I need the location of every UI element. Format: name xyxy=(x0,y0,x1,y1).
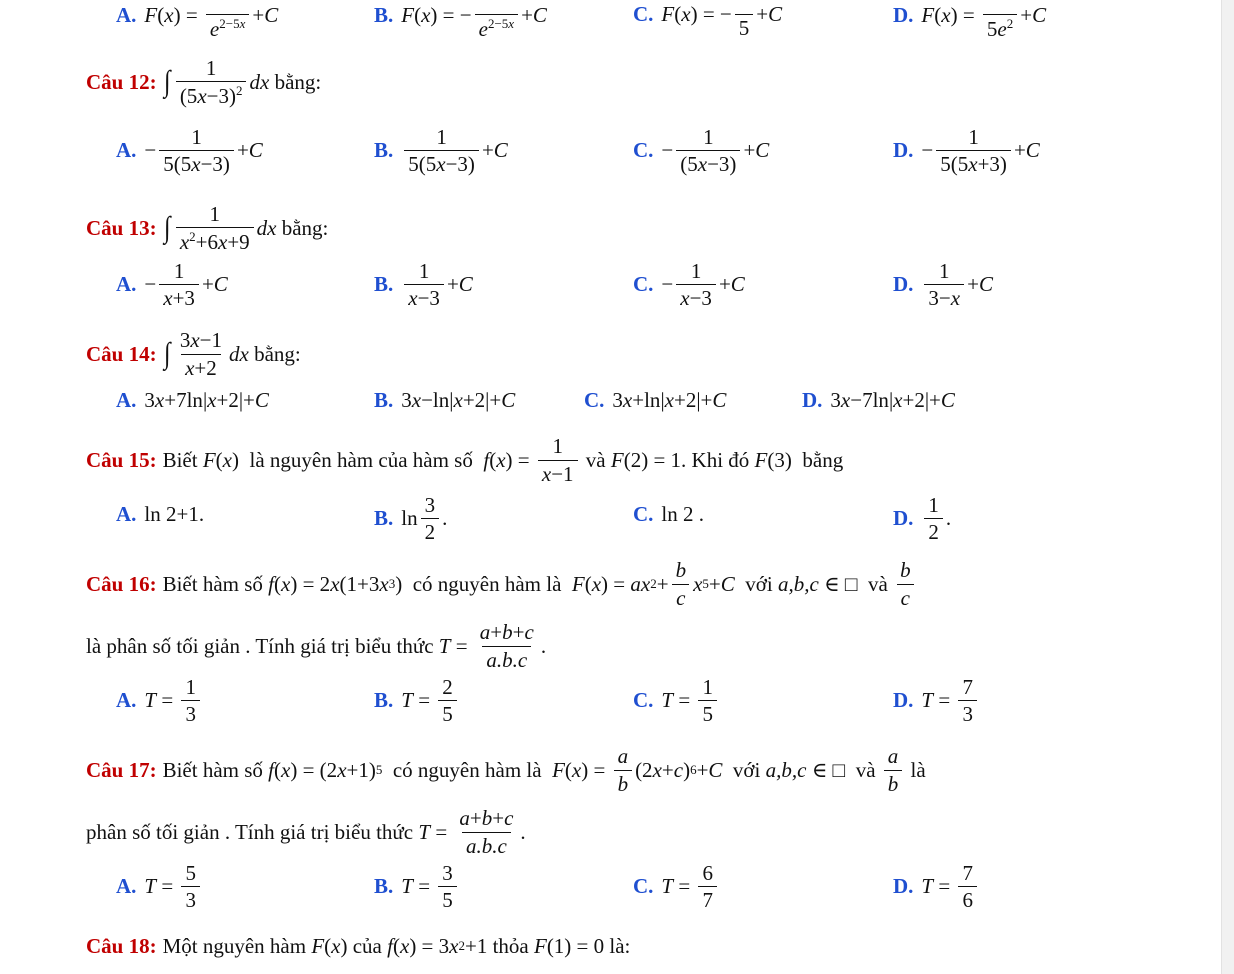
q16-option-c: C. T = $\frac{1}{5}$ xyxy=(633,676,720,725)
q15-option-d: D. 1 2 . xyxy=(893,493,952,545)
q17-option-d: D. T = $\frac{7}{6}$ xyxy=(893,862,980,911)
question-text: có nguyên hàm là xyxy=(412,571,562,596)
option-letter: B. xyxy=(374,688,394,713)
question-text: Một nguyên hàm xyxy=(162,933,307,958)
option-letter: C. xyxy=(584,388,605,412)
question-text: là: xyxy=(609,933,631,958)
q17-option-a: A. T = $\frac{5}{3}$ xyxy=(116,862,203,911)
question-label: Câu 12: xyxy=(86,69,157,94)
q12-option-a: A. − $\frac{1}{5(5x-3)}$ + C xyxy=(116,125,263,177)
option-letter: A. xyxy=(116,2,137,27)
option-letter: B. xyxy=(374,138,394,163)
question-17: Câu 17: Biết hàm số f ( x ) = (2 x +1) 5 có nguyên hàm là F ( x ) = $\frac{a}{b}$ (2 x + c ) 6 + C với a,b,c ∈ □ và a b là xyxy=(86,744,926,796)
option-letter: D. xyxy=(893,138,914,163)
q13-option-c: C. − $\frac{1}{x-3}$ + C xyxy=(633,259,745,311)
question-text: có nguyên hàm là xyxy=(392,757,542,782)
question-text: và xyxy=(585,447,606,472)
question-text: với xyxy=(732,757,761,782)
q15-option-a: A. ln 2+1. xyxy=(116,502,205,526)
q12-option-c: C. − $\frac{1}{(5x-3)}$ + C xyxy=(633,125,770,177)
question-15: Câu 15: Biết F ( x ) là nguyên hàm của hàm số f ( x ) = $\frac{1}{x-1}$ và F (2) = 1 . Khi đó F (3) bằng xyxy=(86,434,844,486)
question-13: Câu 13: ∫ 1 $x^2+6x+9$ dx bằng: xyxy=(86,201,329,254)
question-suffix: bằng: xyxy=(281,215,329,240)
question-text: Biết hàm số xyxy=(162,571,263,596)
question-text: . Khi đó xyxy=(681,447,750,472)
q17-option-c: C. T = $\frac{6}{7}$ xyxy=(633,862,720,911)
q14-option-c: C. 3 x +ln | x +2|+ C xyxy=(584,388,727,412)
q13-option-b: B. 1 x−3 + C xyxy=(374,259,473,311)
question-18: Câu 18: Một nguyên hàm F ( x ) của f ( x ) = 3 x 2 +1 thỏa F (1) = 0 là: xyxy=(86,933,631,958)
option-letter: C. xyxy=(633,874,654,899)
question-text: bằng xyxy=(802,447,844,472)
q12-option-b: B. 1 5(5x−3) + C xyxy=(374,125,508,177)
option-letter: A. xyxy=(116,388,137,412)
question-text: Biết xyxy=(162,447,198,472)
option-letter: A. xyxy=(116,138,137,163)
q11-option-c: C. F ( x ) = − 5 + C xyxy=(633,2,783,41)
option-letter: C. xyxy=(633,138,654,163)
option-letter: B. xyxy=(374,506,394,531)
vertical-scrollbar[interactable] xyxy=(1221,0,1234,974)
option-letter: A. xyxy=(116,502,137,526)
question-text: Biết hàm số xyxy=(162,757,263,782)
q13-option-d: D. 1 3−x + C xyxy=(893,259,993,311)
question-text: là phân số tối giản . Tính giá trị biểu thức xyxy=(86,633,434,658)
question-text: thỏa xyxy=(492,933,529,958)
option-letter: B. xyxy=(374,2,394,27)
question-text: với xyxy=(745,571,773,596)
q11-option-d: D. F ( x ) = $5e^2$ + C xyxy=(893,2,1047,42)
q14-option-b: B. 3 x −ln | x +2|+ C xyxy=(374,388,516,412)
q17-option-b: B. T = $\frac{3}{5}$ xyxy=(374,862,460,911)
option-letter: C. xyxy=(633,502,654,526)
question-label: Câu 13: xyxy=(86,215,157,240)
option-letter: D. xyxy=(893,272,914,297)
q16-option-b: B. T = $\frac{2}{5}$ xyxy=(374,676,460,725)
question-14: Câu 14: ∫ 3x−1 x+2 dx bằng: xyxy=(86,328,301,380)
q11-option-b: B. F ( x ) = − $e^{2-5x}$ + C xyxy=(374,2,547,42)
q16-option-a: A. T = $\frac{1}{3}$ xyxy=(116,676,203,725)
option-letter: C. xyxy=(633,272,654,297)
question-16: Câu 16: Biết hàm số f ( x ) = 2 x (1+3 x 3 ) có nguyên hàm là F ( x ) = ax 2 + $\frac{b}{c}$ x 5 + C với a,b,c ∈ □ và b c xyxy=(86,554,918,614)
q15-option-b: B. ln 3 2 . xyxy=(374,493,448,545)
question-text: và xyxy=(855,757,876,782)
option-letter: D. xyxy=(893,506,914,531)
q14-option-a: A. 3 x +7ln | x +2|+ C xyxy=(116,388,269,412)
question-label: Câu 18: xyxy=(86,933,157,958)
question-label: Câu 16: xyxy=(86,571,157,596)
q11-option-a: A. F ( x ) = $e^{2-5x}$ + C xyxy=(116,2,279,42)
q15-option-c: C. ln 2 . xyxy=(633,502,705,526)
option-letter: D. xyxy=(893,874,914,899)
option-letter: D. xyxy=(893,688,914,713)
option-letter: A. xyxy=(116,688,137,713)
option-letter: A. xyxy=(116,874,137,899)
question-12: Câu 12: ∫ 1 $(5x-3)^2$ dx bằng: xyxy=(86,55,322,108)
q16-option-d: D. T = $\frac{7}{3}$ xyxy=(893,676,980,725)
question-text: là xyxy=(910,757,926,782)
option-letter: C. xyxy=(633,2,654,27)
question-16-line2: là phân số tối giản . Tính giá trị biểu thức T = $\frac{a+b+c}{a.b.c}$ . xyxy=(86,620,547,672)
option-letter: B. xyxy=(374,874,394,899)
option-letter: B. xyxy=(374,272,394,297)
option-letter: D. xyxy=(893,2,914,27)
question-text: của xyxy=(352,933,382,958)
question-17-line2: phân số tối giản . Tính giá trị biểu thức T = $\frac{a+b+c}{a.b.c}$ . xyxy=(86,806,526,858)
q14-option-d: D. 3 x −7ln | x +2|+ C xyxy=(802,388,955,412)
question-label: Câu 14: xyxy=(86,341,157,366)
question-label: Câu 17: xyxy=(86,757,157,782)
question-suffix: bằng: xyxy=(254,341,301,366)
option-letter: D. xyxy=(802,388,823,412)
q13-option-a: A. − $\frac{1}{x+3}$ + C xyxy=(116,259,228,311)
question-suffix: bằng: xyxy=(274,69,322,94)
q12-option-d: D. − $\frac{1}{5(5x+3)}$ + C xyxy=(893,125,1040,177)
question-label: Câu 15: xyxy=(86,447,157,472)
question-text: và xyxy=(868,571,888,596)
option-letter: C. xyxy=(633,688,654,713)
option-letter: B. xyxy=(374,388,394,412)
option-letter: A. xyxy=(116,272,137,297)
question-text: phân số tối giản . Tính giá trị biểu thức xyxy=(86,819,414,844)
question-text: là nguyên hàm của hàm số xyxy=(249,447,473,472)
